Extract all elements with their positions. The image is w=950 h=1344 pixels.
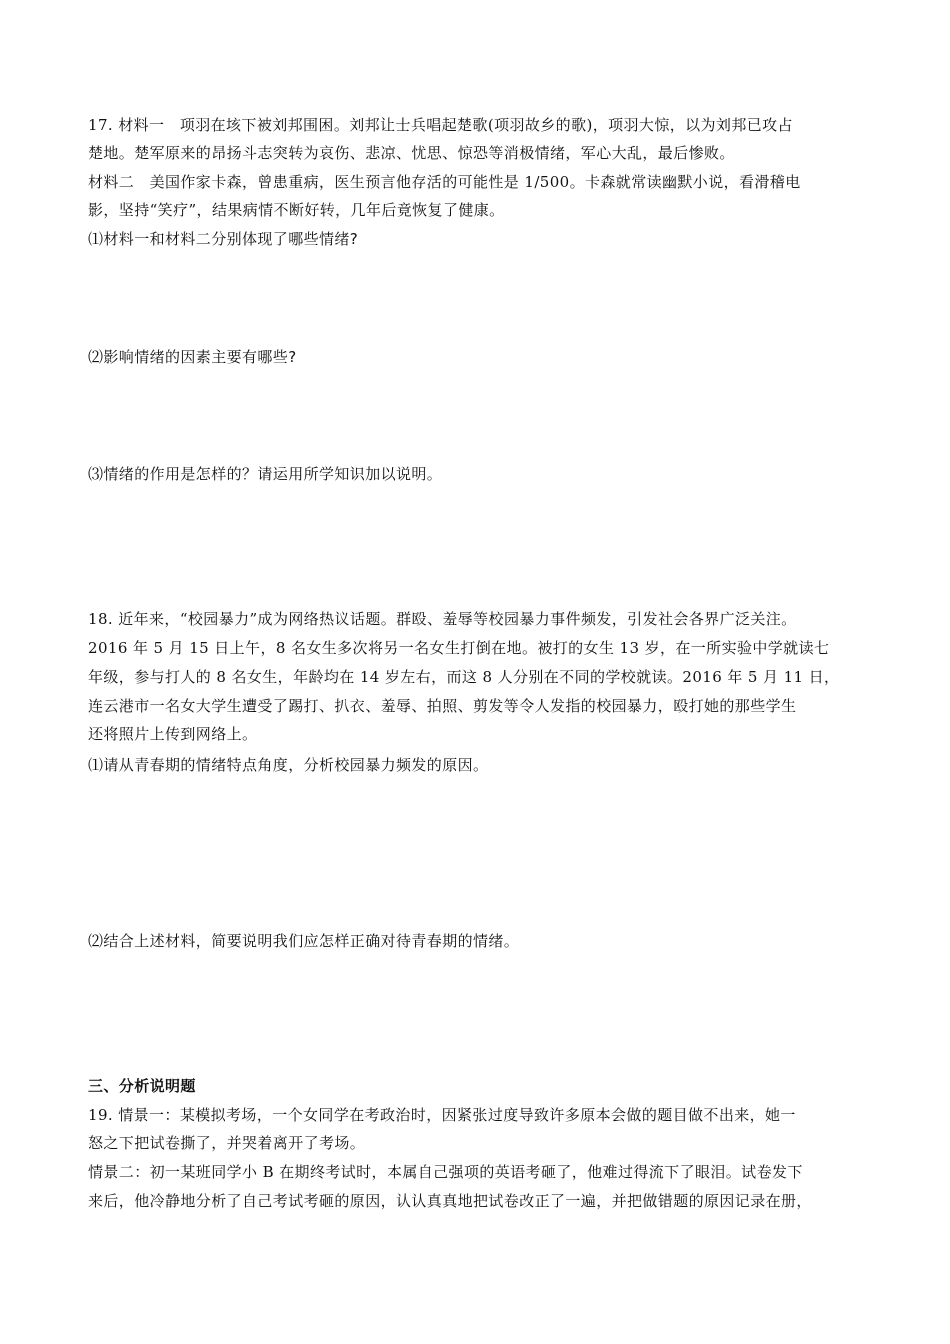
q19-scenario-line-4: 来后，他冷静地分析了自己考试考砸的原因，认认真真地把试卷改正了一遍，并把做错题的原因记录在册， [88,1192,812,1210]
q17-material-line-3: 材料二 美国作家卡森，曾患重病，医生预言他存活的可能性是 1/500。卡森就常读幽默小说，看滑稽电 [88,173,801,191]
q18-material-line-3: 年级，参与打人的 8 名女生，年龄均在 14 岁左右，而这 8 人分别在不同的学校就读。2016 年 5 月 11 日， [88,668,840,686]
q19-scenario-line-3: 情景二：初一某班同学小 B 在期终考试时，本属自己强项的英语考砸了，他难过得流下了眼泪。试卷发下 [88,1163,803,1181]
q18-material-line-5: 还将照片上传到网络上。 [88,725,258,743]
q17-sub-question-3: ⑶情绪的作用是怎样的？请运用所学知识加以说明。 [88,465,443,483]
q18-sub-question-2: ⑵结合上述材料，简要说明我们应怎样正确对待青春期的情绪。 [88,932,520,950]
q18-material-line-1: 18. 近年来，“校园暴力”成为网络热议话题。群殴、羞辱等校园暴力事件频发，引发社会各界广泛关注。 [88,610,797,628]
q17-sub-question-1: ⑴材料一和材料二分别体现了哪些情绪? [88,230,359,248]
q18-sub-question-1: ⑴请从青春期的情绪特点角度，分析校园暴力频发的原因。 [88,756,489,774]
q17-material-line-1: 17. 材料一 项羽在垓下被刘邦围困。刘邦让士兵唱起楚歌(项羽故乡的歌)，项羽大惊，以为刘邦已攻占 [88,116,793,134]
q19-scenario-line-1: 19. 情景一：某模拟考场，一个女同学在考政治时，因紧张过度导致许多原本会做的题目做不出来，她一 [88,1106,796,1124]
q19-scenario-line-2: 怒之下把试卷撕了，并哭着离开了考场。 [88,1134,366,1152]
q18-material-line-2: 2016 年 5 月 15 日上午，8 名女生多次将另一名女生打倒在地。被打的女生 13 岁，在一所实验中学就读七 [88,639,830,657]
section-heading: 三、分析说明题 [88,1077,196,1095]
q17-material-line-4: 影，坚持“笑疗”，结果病情不断好转，几年后竟恢复了健康。 [88,201,505,219]
q17-material-line-2: 楚地。楚军原来的昂扬斗志突转为哀伤、悲凉、忧思、惊恐等消极情绪，军心大乱，最后惨败。 [88,144,735,162]
q18-material-line-4: 连云港市一名女大学生遭受了踢打、扒衣、羞辱、拍照、剪发等令人发指的校园暴力，殴打她的那些学生 [88,697,797,715]
q17-sub-question-2: ⑵影响情绪的因素主要有哪些? [88,348,297,366]
